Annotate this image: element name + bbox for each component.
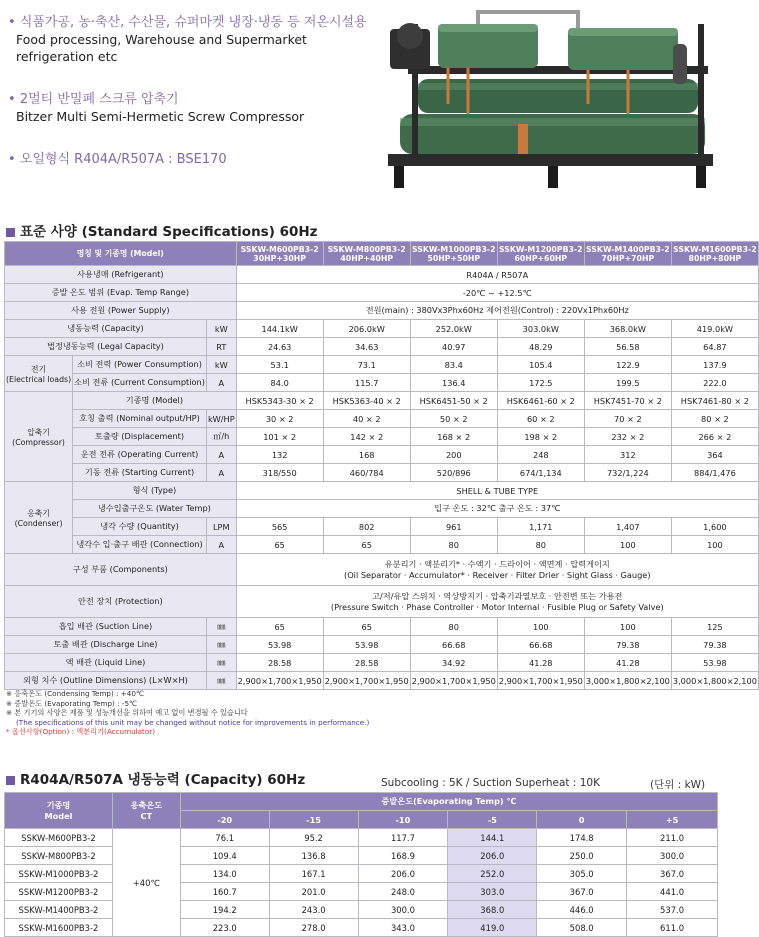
table-cell: 70 × 2 [584,410,671,428]
capacity-section-title-text: R404A/R507A 냉동능력 (Capacity) 60Hz [20,772,306,788]
capacity-header-model [5,793,113,829]
table-cell: 303.0kW [497,320,584,338]
spec-row-cmodel [5,392,759,410]
table-cell: 사용냉매 (Refrigerant) [5,266,237,284]
table-cell: 30 × 2 [236,410,323,428]
table-cell: SSKW-M800PB3-2 [327,244,406,254]
table-cell: 105.4 [497,356,584,374]
table-cell: 206.0 [358,865,448,883]
capacity-ct-value: +40℃ [112,829,180,937]
table-cell: SSKW-M1200PB3-2 [5,883,113,901]
table-cell: 0 [537,811,627,829]
spec-row-capacity [5,320,759,338]
table-cell: 250.0 [537,847,627,865]
bullet-compressor [8,91,388,125]
table-cell: 법정냉동능력 (Legal Capacity) [5,338,207,356]
table-cell: 사용 전원 (Power Supply) [5,302,237,320]
model-header [497,242,584,266]
table-cell: 기종명 [46,800,71,810]
table-cell: 565 [236,518,323,536]
table-cell: 100 [584,536,671,554]
bullet-application-en-2: refrigeration etc [16,49,118,64]
bullet-compressor-ko: • 2멀티 반밀폐 스크류 압축기 [8,91,388,108]
capacity-row [5,883,718,901]
table-cell: (Pressure Switch · Phase Controller · Motor Internal · Fusible Plug or Safety Valve) [330,601,664,612]
spec-section-title [6,220,318,240]
note-change-en: (The specifications of this unit may be changed without notice for improvements in performance.) [16,717,370,727]
capacity-row [5,847,718,865]
table-cell: 300.0 [627,847,718,865]
table-cell: 1,171 [497,518,584,536]
table-cell: 144.1 [448,829,537,847]
bullet-oil [8,151,388,168]
table-cell: 냉동능력 (Capacity) [5,320,207,338]
table-cell: HSK6451-50 × 2 [410,392,497,410]
table-cell: 유분리기 · 액분리기* · 수액기 · 드라이어 · 액면계 · 압력게이지 [384,558,610,569]
table-cell: 80 [410,618,497,636]
table-cell: 199.5 [584,374,671,392]
spec-header-row [5,242,759,266]
table-cell: CT [140,811,153,821]
spec-table [4,241,759,690]
model-header [236,242,323,266]
table-cell: 50 × 2 [410,410,497,428]
table-cell: 40 × 2 [323,410,410,428]
spec-section-title-text: 표준 사양 (Standard Specifications) 60Hz [20,224,318,240]
table-cell: 65 [323,618,410,636]
table-cell: SSKW-M800PB3-2 [5,847,113,865]
table-cell: 66.68 [497,636,584,654]
table-cell: 243.0 [269,901,358,919]
section-square-icon [6,228,15,237]
table-cell: 2,900×1,700×1,950 [323,672,410,690]
spec-notes [6,689,369,737]
bullet-application-ko: • 식품가공, 농·축산, 수산물, 슈퍼마켓 냉장·냉동 등 저온시설용 [8,14,388,31]
table-cell: 206.0 [448,847,537,865]
spec-row-evap [5,284,759,302]
table-cell: ㎥/h [206,428,236,446]
table-cell: 냉수입출구온도 (Water Temp) [73,500,237,518]
table-cell: 732/1,224 [584,464,671,482]
table-cell: 194.2 [180,901,269,919]
spec-row-protection [5,586,759,618]
spec-row-type [5,482,759,500]
table-cell: 66.68 [410,636,497,654]
table-cell: 343.0 [358,919,448,937]
table-cell: R404A / R507A [236,266,758,284]
table-cell: 79.38 [584,636,671,654]
table-cell: 2,900×1,700×1,950 [410,672,497,690]
spec-row-refrigerant [5,266,759,284]
spec-row-water [5,500,759,518]
table-cell: SSKW-M1600PB3-2 [673,244,757,254]
table-cell: HSK6461-60 × 2 [497,392,584,410]
table-cell: 2,900×1,700×1,950 [236,672,323,690]
table-cell: 79.38 [671,636,758,654]
bullet-compressor-en: Bitzer Multi Semi-Hermetic Screw Compressor [16,109,305,124]
table-cell: -15 [269,811,358,829]
table-cell: 100 [671,536,758,554]
table-cell: SHELL & TUBE TYPE [236,482,758,500]
capacity-header-evap: 증발온도(Evaporating Temp) ℃ [180,793,717,811]
table-cell: 28.58 [323,654,410,672]
note-change: ※ 본 기기의 사양은 제품 및 성능개선을 위하여 예고 없이 변경될 수 있습니다 [6,708,248,718]
bullet-application-en-1: Food processing, Warehouse and Supermarket [16,32,307,47]
table-cell: 80 [410,536,497,554]
table-cell: SSKW-M1000PB3-2 [5,865,113,883]
capacity-table [4,792,718,937]
group-condenser [5,482,73,554]
table-cell: 419.0kW [671,320,758,338]
table-cell: Model [44,811,73,821]
capacity-row [5,919,718,937]
table-cell: 운전 전류 (Operating Current) [73,446,207,464]
table-cell: 884/1,476 [671,464,758,482]
spec-row-nominal [5,410,759,428]
table-cell: 100 [497,618,584,636]
table-cell: 305.0 [537,865,627,883]
spec-row-pc [5,356,759,374]
table-cell: 674/1,134 [497,464,584,482]
table-cell: 248 [497,446,584,464]
table-cell: 223.0 [180,919,269,937]
table-cell: 73.1 [323,356,410,374]
table-cell: 142 × 2 [323,428,410,446]
spec-row-suction [5,618,759,636]
table-cell: 364 [671,446,758,464]
table-cell: 109.4 [180,847,269,865]
table-cell: 냉각수 입·출구 배관 (Connection) [73,536,207,554]
capacity-header-ct [112,793,180,829]
table-cell: HSK5343-30 × 2 [236,392,323,410]
table-cell: 80 [497,536,584,554]
table-cell: HSK7461-80 × 2 [671,392,758,410]
table-cell: SSKW-M600PB3-2 [5,829,113,847]
table-cell: 84.0 [236,374,323,392]
table-cell: 419.0 [448,919,537,937]
table-cell: kW/HP [206,410,236,428]
table-cell: 냉각 수량 (Quantity) [73,518,207,536]
table-cell: 소비 전력 (Power Consumption) [73,356,207,374]
table-cell: 64.87 [671,338,758,356]
capacity-row [5,901,718,919]
table-cell: 56.58 [584,338,671,356]
table-cell: SSKW-M1400PB3-2 [5,901,113,919]
table-cell: 60 × 2 [497,410,584,428]
table-cell: 266 × 2 [671,428,758,446]
table-cell: 53.98 [323,636,410,654]
spec-row-operating-current [5,446,759,464]
table-cell: 232 × 2 [584,428,671,446]
table-cell: 압축기 [27,427,50,437]
table-cell: HSK5363-40 × 2 [323,392,410,410]
table-cell: 80HP+80HP [688,253,742,263]
spec-row-displacement [5,428,759,446]
table-cell: 형식 (Type) [73,482,237,500]
table-cell: ㎜ [206,672,236,690]
table-cell: 65 [236,618,323,636]
table-cell: 65 [323,536,410,554]
table-cell: 300.0 [358,901,448,919]
table-cell: 802 [323,518,410,536]
table-cell: 168 × 2 [410,428,497,446]
table-cell: RT [206,338,236,356]
table-cell: 41.28 [584,654,671,672]
table-cell: 40.97 [410,338,497,356]
table-cell: 125 [671,618,758,636]
table-cell: 211.0 [627,829,718,847]
table-cell: 외형 치수 (Outline Dimensions) (L×W×H) [5,672,207,690]
table-cell: 전원(main) : 380Vx3Phx60Hz 제어전원(Control) : 220Vx1Phx60Hz [236,302,758,320]
table-cell: 303.0 [448,883,537,901]
capacity-conditions: Subcooling : 5K / Suction Superheat : 10K [381,777,600,789]
table-cell: 368.0kW [584,320,671,338]
table-cell: 167.1 [269,865,358,883]
spec-row-dimensions [5,672,759,690]
table-cell: 53.1 [236,356,323,374]
table-cell: 호칭 출력 (Nominal output/HP) [73,410,207,428]
table-cell: 입구 온도 : 32℃ 출구 온도 : 37℃ [236,500,758,518]
bullet-application [8,14,388,65]
table-cell: 520/896 [410,464,497,482]
table-cell: 34.63 [323,338,410,356]
table-cell: A [206,374,236,392]
table-cell: 144.1kW [236,320,323,338]
table-cell: ㎜ [206,636,236,654]
condensing-unit-image [378,4,718,192]
capacity-row [5,865,718,883]
table-cell: 34.92 [410,654,497,672]
table-cell: 222.0 [671,374,758,392]
table-cell: 토출 배관 (Discharge Line) [5,636,207,654]
table-cell: -20℃ ~ +12.5℃ [236,284,758,302]
note-condensing: ※ 응축온도 (Condensing Temp) : +40℃ [6,689,145,698]
table-cell: 446.0 [537,901,627,919]
table-cell: kW [206,320,236,338]
table-cell: -5 [448,811,537,829]
table-cell: 53.98 [671,654,758,672]
table-cell: 172.5 [497,374,584,392]
table-cell: 134.0 [180,865,269,883]
table-cell: 응축온도 [130,800,163,810]
table-cell: 60HP+60HP [514,253,568,263]
table-cell: 기동 전류 (Starting Current) [73,464,207,482]
table-cell: 76.1 [180,829,269,847]
table-cell: (Electrical loads) [6,374,72,384]
note-evaporating: ※ 증발온도 (Evaporating Temp) : -5℃ [6,698,138,708]
table-cell: SSKW-M1400PB3-2 [586,244,670,254]
table-cell: 174.8 [537,829,627,847]
spec-row-legal [5,338,759,356]
spec-row-quantity [5,518,759,536]
table-cell: 132 [236,446,323,464]
table-cell: 구성 부품 (Components) [5,554,237,586]
spec-header-label: 명칭 및 기종명 (Model) [5,242,237,266]
table-cell: 53.98 [236,636,323,654]
spec-row-components [5,554,759,586]
table-cell: 전기 [31,364,47,374]
table-cell: 961 [410,518,497,536]
table-cell: ㎜ [206,618,236,636]
table-cell: (Condenser) [14,518,63,528]
table-cell: HSK7451-70 × 2 [584,392,671,410]
table-cell: 95.2 [269,829,358,847]
table-cell: 508.0 [537,919,627,937]
table-cell: 소비 전류 (Current Consumption) [73,374,207,392]
table-cell: 83.4 [410,356,497,374]
table-cell: SSKW-M1600PB3-2 [5,919,113,937]
spec-row-starting-current [5,464,759,482]
table-cell: 122.9 [584,356,671,374]
table-cell: 41.28 [497,654,584,672]
table-cell: 3,000×1,800×2,100 [671,672,758,690]
table-cell: 460/784 [323,464,410,482]
spec-row-cc [5,374,759,392]
table-cell: 368.0 [448,901,537,919]
table-cell: 248.0 [358,883,448,901]
intro-bullets [8,14,388,194]
table-cell: 117.7 [358,829,448,847]
table-cell: 고/저/유압 스위치 · 역상방지기 · 압축기과열보호 · 안전변 또는 가용전 [372,590,623,601]
table-cell: 80 × 2 [671,410,758,428]
table-cell: 200 [410,446,497,464]
table-cell: 537.0 [627,901,718,919]
table-cell: 응축기 [27,508,50,518]
table-cell: SSKW-M600PB3-2 [240,244,319,254]
table-cell: -20 [180,811,269,829]
table-cell: 168 [323,446,410,464]
table-cell: 252.0kW [410,320,497,338]
table-cell: 312 [584,446,671,464]
table-cell: 160.7 [180,883,269,901]
table-cell: 24.63 [236,338,323,356]
table-cell: 48.29 [497,338,584,356]
table-cell: 168.9 [358,847,448,865]
spec-row-liquid [5,654,759,672]
table-cell: 100 [584,618,671,636]
table-cell: SSKW-M1000PB3-2 [411,244,496,254]
table-cell: ㎜ [206,654,236,672]
table-cell: 28.58 [236,654,323,672]
spec-row-power [5,302,759,320]
table-cell: 136.8 [269,847,358,865]
capacity-row [5,829,718,847]
table-cell: 1,600 [671,518,758,536]
table-cell: 137.9 [671,356,758,374]
table-cell: 토출량 (Displacement) [73,428,207,446]
capacity-header-row [5,793,718,811]
table-cell: -10 [358,811,448,829]
table-cell: 252.0 [448,865,537,883]
table-cell: 441.0 [627,883,718,901]
table-cell: 318/550 [236,464,323,482]
table-cell: 30HP+30HP [253,253,307,263]
table-cell: 367.0 [537,883,627,901]
table-cell: 115.7 [323,374,410,392]
table-cell: 201.0 [269,883,358,901]
group-electrical [5,356,73,392]
capacity-unit: (단위 : kW) [650,779,706,791]
table-cell: 증발 온도 범위 (Evap. Temp Range) [5,284,237,302]
table-cell: 3,000×1,800×2,100 [584,672,671,690]
table-cell: 70HP+70HP [601,253,655,263]
model-header [323,242,410,266]
bullet-oil-ko: • 오일형식 R404A/R507A : BSE170 [8,151,388,168]
table-cell: 50HP+50HP [427,253,481,263]
table-cell: kW [206,356,236,374]
table-cell: 611.0 [627,919,718,937]
table-cell: A [206,446,236,464]
model-header [584,242,671,266]
table-cell: 198 × 2 [497,428,584,446]
table-cell: (Compressor) [12,437,65,447]
table-cell: 278.0 [269,919,358,937]
model-header [671,242,758,266]
group-compressor [5,392,73,482]
table-cell: +5 [627,811,718,829]
table-cell: LPM [206,518,236,536]
model-header [410,242,497,266]
table-cell: (Oil Separator · Accumulator* · Receiver · Filter Drier · Sight Glass · Gauge) [344,569,651,580]
table-cell: A [206,536,236,554]
section-square-icon [6,776,15,785]
table-cell: 2,900×1,700×1,950 [497,672,584,690]
table-cell: 1,407 [584,518,671,536]
table-cell: 206.0kW [323,320,410,338]
table-cell: 액 배관 (Liquid Line) [5,654,207,672]
table-cell: 101 × 2 [236,428,323,446]
table-cell: 안전 장치 (Protection) [5,586,237,618]
table-cell: 기종명 (Model) [73,392,237,410]
spec-row-connection [5,536,759,554]
table-cell: 367.0 [627,865,718,883]
table-cell: A [206,464,236,482]
table-cell: 136.4 [410,374,497,392]
spec-row-discharge [5,636,759,654]
table-cell: 흡입 배관 (Suction Line) [5,618,207,636]
table-cell: 40HP+40HP [340,253,394,263]
capacity-section-title [6,768,305,788]
table-cell: 65 [236,536,323,554]
note-option: * 옵션사항(Option) : 액분리기(Accumulator) [6,727,155,737]
table-cell: SSKW-M1200PB3-2 [498,244,583,254]
